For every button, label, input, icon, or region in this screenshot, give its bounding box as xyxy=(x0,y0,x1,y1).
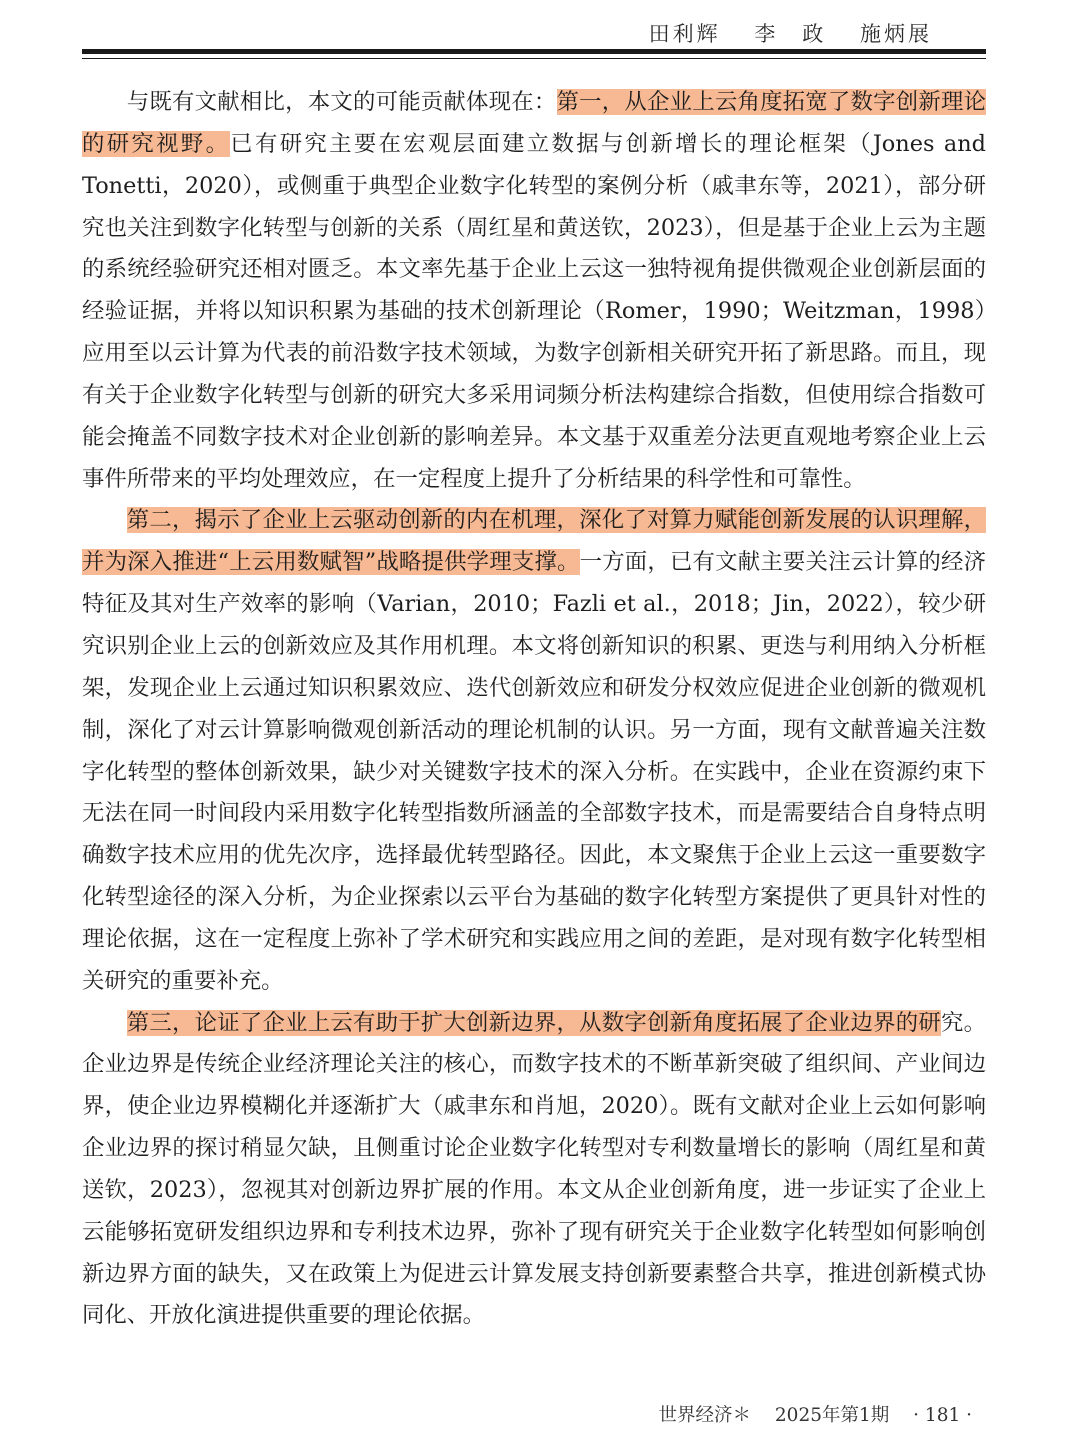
paragraph-text: 究。企业边界是传统企业经济理论关注的核心，而数字技术的不断革新突破了组织间、产业间边界，使企业边界模糊化并逐渐扩大（戚聿东和肖旭，2020）。既有文献对企业上云如何影响企业边界的探讨稍显欠缺，且侧重讨论企业数字化转型对专利数量增长的影响（周红星和黄送钦，2023），忽视其对创新边界扩展的作用。本文从企业创新角度，进一步证实了企业上云能够拓宽研发组织边界和专利技术边界，弥补了现有研究关于企业数字化转型如何影响创新边界方面的缺失，又在政策上为促进云计算发展支持创新要素整合共享，推进创新模式协同化、开放化演进提供重要的理论依据。 xyxy=(82,1009,987,1329)
paragraph-contribution-3 xyxy=(82,1003,986,1338)
journal-name: 世界经济＊ xyxy=(658,1405,752,1426)
header-rule-thick xyxy=(82,49,986,54)
highlighted-text: 第一，从企业上云角度拓宽了数字创新理论的研究视野。 xyxy=(82,89,987,157)
paragraph-contribution-2 xyxy=(82,500,986,1002)
author-3: 施炳展 xyxy=(860,22,932,46)
page-footer xyxy=(659,1401,973,1427)
issue-number: 2025年第1期 xyxy=(774,1405,890,1426)
highlighted-text: 第三，论证了企业上云有助于扩大创新边界，从数字创新角度拓展了企业边界的研 xyxy=(126,1009,941,1036)
page-number: · 181 · xyxy=(913,1405,972,1426)
header-rule-thin xyxy=(82,58,986,59)
highlighted-text: 第二，揭示了企业上云驱动创新的内在机理，深化了对算力赋能创新发展的认识理解，并为深入推进“上云用数赋智”战略提供学理支撑。 xyxy=(82,507,986,576)
paragraph-contribution-1 xyxy=(82,82,986,500)
article-body xyxy=(82,82,986,1337)
author-1: 田利辉 xyxy=(648,22,721,46)
author-2: 李 政 xyxy=(754,22,827,46)
paragraph-text: 已有研究主要在宏观层面建立数据与创新增长的理论框架（Jones and Tonetti，2020），或侧重于典型企业数字化转型的案例分析（戚聿东等，2021），部分研究也关注到数字化转型与创新的关系（周红星和黄送钦，2023），但是基于企业上云为主题的系统经验研究还相对匮乏。本文率先基于企业上云这一独特视角提供微观企业创新层面的经验证据，并将以知识积累为基础的技术创新理论（Romer，1990；Weitzman，1998）应用至以云计算为代表的前沿数字技术领域，为数字创新相关研究开拓了新思路。而且，现有关于企业数字化转型与创新的研究大多采用词频分析法构建综合指数，但使用综合指数可能会掩盖不同数字技术对企业创新的影响差异。本文基于双重差分法更直观地考察企业上云事件所带来的平均处理效应，在一定程度上提升了分析结果的科学性和可靠性。 xyxy=(82,130,986,492)
running-header-authors xyxy=(625,18,932,48)
paragraph-lead-text: 与既有文献相比，本文的可能贡献体现在： xyxy=(126,89,557,115)
paragraph-text: 一方面，已有文献主要关注云计算的经济特征及其对生产效率的影响（Varian，2010；Fazli et al.，2018；Jin，2022），较少研究识别企业上云的创新效应及其作用机理。本文将创新知识的积累、更迭与利用纳入分析框架，发现企业上云通过知识积累效应、迭代创新效应和研发分权效应促进企业创新的微观机制，深化了对云计算影响微观创新活动的理论机制的认识。另一方面，现有文献普遍关注数字化转型的整体创新效果，缺少对关键数字技术的深入分析。在实践中，企业在资源约束下无法在同一时间段内采用数字化转型指数所涵盖的全部数字技术，而是需要结合自身特点明确数字技术应用的优先次序，选择最优转型路径。因此，本文聚焦于企业上云这一重要数字化转型途径的深入分析，为企业探索以云平台为基础的数字化转型方案提供了更具针对性的理论依据，这在一定程度上弥补了学术研究和实践应用之间的差距，是对现有数字化转型相关研究的重要补充。 xyxy=(82,549,986,994)
